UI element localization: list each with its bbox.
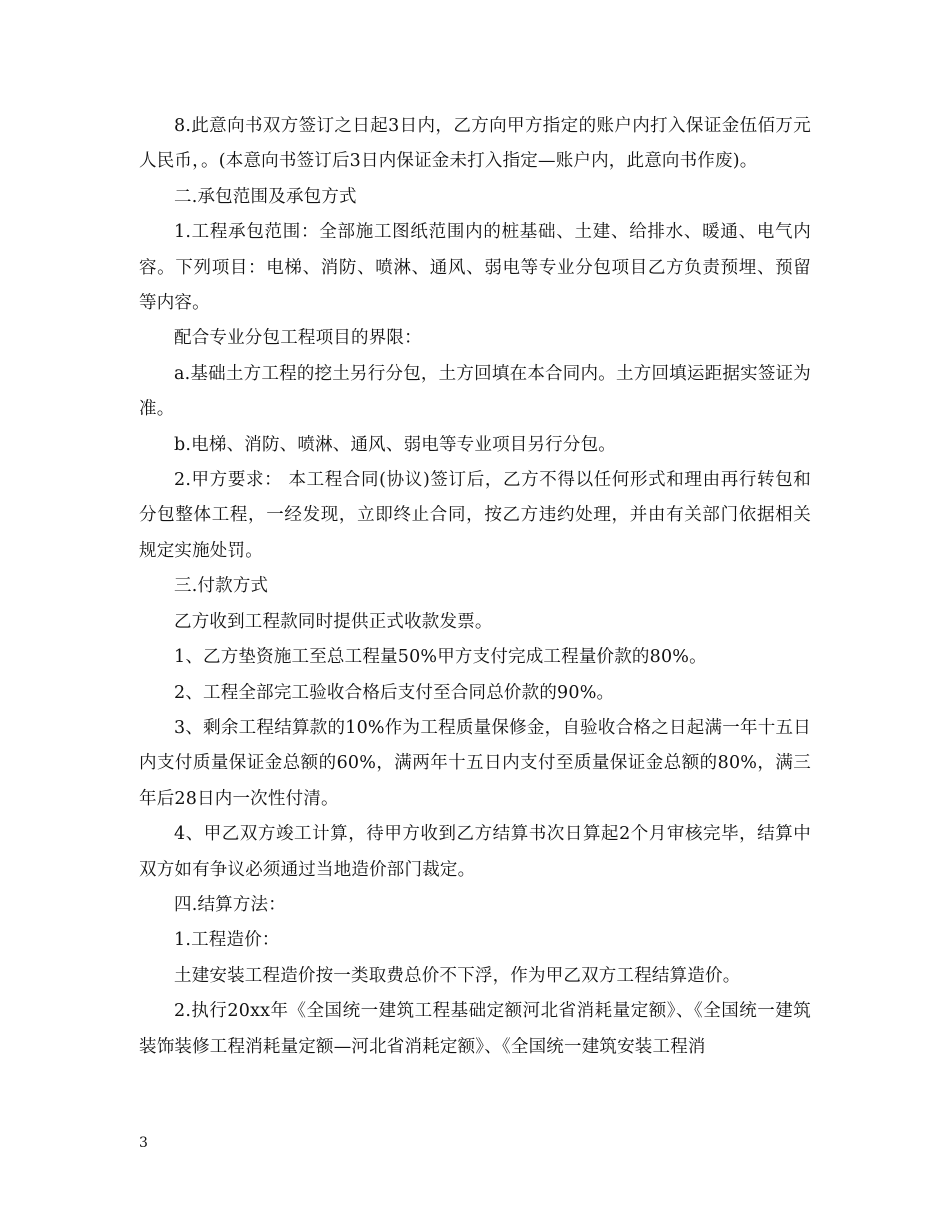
heading-settlement-method: 四.结算方法： <box>174 894 286 915</box>
page-number: 3 <box>139 1135 148 1151</box>
paragraph-quota-standards: 2.执行20xx年《全国统一建筑工程基础定额河北省消耗量定额》、《全国统一建筑装饰装修工程消耗量定额—河北省消耗定额》、《全国统一建筑安装工程消 <box>139 1001 811 1057</box>
paragraph-earthwork: a.基础土方工程的挖土另行分包，土方回填在本合同内。土方回填运距据实签证为准。 <box>139 363 811 420</box>
paragraph-payment-1: 1、乙方垫资施工至总工程量50%甲方支付完成工程量价款的80%。 <box>174 647 707 668</box>
paragraph-scope-of-work: 1.工程承包范围：全部施工图纸范围内的桩基础、土建、给排水、暖通、电气内容。下列项目：电梯、消防、喷淋、通风、弱电等专业分包项目乙方负责预埋、预留等内容。 <box>139 222 811 314</box>
paragraph-payment-4: 4、甲乙双方竣工计算，待甲方收到乙方结算书次日算起2个月审核完毕，结算中双方如有争议必须通过当地造价部门裁定。 <box>139 824 811 880</box>
heading-payment-method: 三.付款方式 <box>174 576 269 597</box>
paragraph-subcontract-boundary: 配合专业分包工程项目的界限： <box>174 328 422 349</box>
paragraph-special-subcontract: b.电梯、消防、喷淋、通风、弱电等专业项目另行分包。 <box>174 434 616 455</box>
paragraph-invoice: 乙方收到工程款同时提供正式收款发票。 <box>174 611 493 632</box>
paragraph-cost-basis: 土建安装工程造价按一类取费总价不下浮，作为甲乙双方工程结算造价。 <box>174 965 741 986</box>
paragraph-payment-3: 3、剩余工程结算款的10%作为工程质量保修金，自验收合格之日起满一年十五日内支付质量保证金总额的60%，满两年十五日内支付至质量保证金总额的80%，满三年后28日内一次性付清。 <box>139 717 811 809</box>
heading-contract-scope: 二.承包范围及承包方式 <box>174 186 357 207</box>
paragraph-project-cost: 1.工程造价： <box>174 930 280 951</box>
paragraph-payment-2: 2、工程全部完工验收合格后支付至合同总价款的90%。 <box>174 682 615 703</box>
document-body <box>139 109 811 1065</box>
paragraph-party-a-requirements: 2.甲方要求： 本工程合同(协议)签订后，乙方不得以任何形式和理由再行转包和分包整体工程，一经发现，立即终止合同，按乙方违约处理，并由有关部门依据相关规定实施处罚。 <box>139 470 811 561</box>
paragraph-deposit-clause: 8.此意向书双方签订之日起3日内，乙方向甲方指定的账户内打入保证金伍佰万元人民币，。(本意向书签订后3日内保证金未打入指定—账户内，此意向书作废)。 <box>139 116 811 172</box>
